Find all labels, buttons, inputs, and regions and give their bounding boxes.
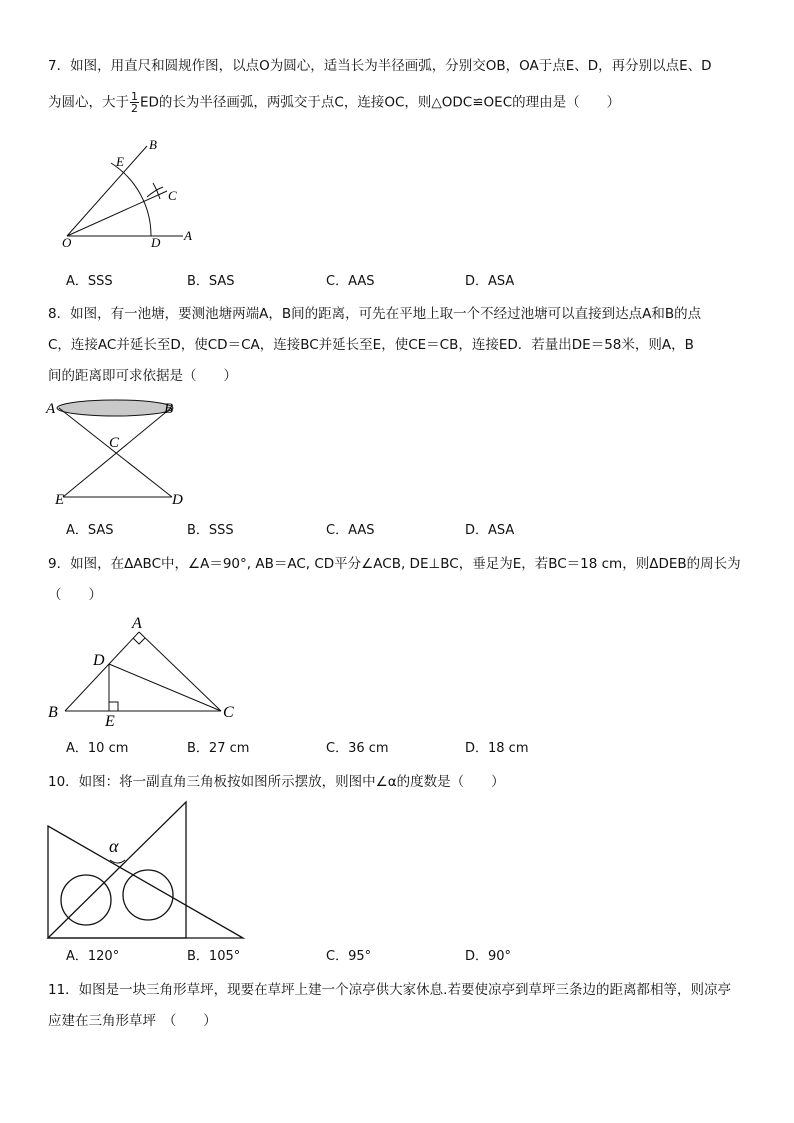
q7-line2-prefix: 为圆心，大于 (48, 94, 129, 111)
q9-label-B: B (48, 704, 58, 721)
q9-option-c[interactable]: C．36 cm (326, 741, 389, 756)
q8-text-line3: 间的距离即可求依据是（ ） (48, 368, 237, 384)
q10-circle-right (123, 870, 173, 920)
q10-option-d[interactable]: D．90° (465, 949, 512, 964)
q7-line2-suffix: ED的长为半径画弧，两弧交于点C，连接OC，则△ODC≌OEC的理由是（ ） (140, 94, 621, 111)
q10-option-a[interactable]: A．120° (66, 949, 120, 964)
q7-frac-numerator: 1 (131, 90, 138, 103)
q7-ray-OC (67, 191, 167, 236)
q7-option-c[interactable]: C．AAS (326, 274, 375, 289)
q7-arc-from-E (147, 187, 163, 197)
q8-option-c[interactable]: C．AAS (326, 523, 375, 538)
q9-label-C: C (223, 704, 234, 721)
q10-figure (46, 800, 246, 940)
q7-fraction (130, 91, 139, 114)
q8-label-C: C (109, 435, 120, 451)
q9-right-angle-E (109, 702, 118, 711)
q7-label-B: B (149, 137, 157, 152)
q7-option-d[interactable]: D．ASA (465, 274, 515, 289)
q9-label-E: E (105, 713, 115, 730)
q9-figure (45, 610, 245, 735)
q7-ray-OB (67, 146, 147, 236)
q7-option-a[interactable]: A．SSS (66, 274, 113, 289)
q9-option-a[interactable]: A．10 cm (66, 741, 129, 756)
q8-option-b[interactable]: B．SSS (187, 523, 234, 538)
q9-side-AC (139, 632, 221, 711)
q7-text-line1: 7．如图，用直尺和圆规作图，以点O为圆心，适当长为半径画弧，分别交OB，OA于点E、D，再分别以点E、D (48, 58, 712, 74)
q8-label-A: A (46, 401, 56, 417)
q10-option-c[interactable]: C．95° (326, 949, 372, 964)
q7-text-line2 (48, 91, 620, 114)
q8-label-D: D (172, 492, 183, 508)
q7-figure (55, 135, 255, 255)
q9-option-b[interactable]: B．27 cm (187, 741, 250, 756)
q10-label-alpha: α (109, 836, 119, 856)
q8-text-line1: 8．如图，有一池塘，要测池塘两端A，B间的距离，可先在平地上取一个不经过池塘可以直接到达点A和B的点 (48, 306, 702, 322)
q9-text-line1: 9．如图，在ΔABC中，∠A＝90°, AB＝AC, CD平分∠ACB, DE⊥BC，垂足为E，若BC＝18 cm，则ΔDEB的周长为 (48, 556, 741, 572)
q7-option-b[interactable]: B．SAS (187, 274, 235, 289)
q10-option-b[interactable]: B．105° (187, 949, 241, 964)
q9-label-D: D (93, 652, 105, 669)
q9-text-line2: （ ） (48, 587, 102, 603)
q7-label-D: D (151, 235, 161, 250)
q8-label-E: E (55, 492, 65, 508)
q7-label-O: O (62, 235, 72, 250)
q8-pond (57, 400, 173, 416)
q8-option-d[interactable]: D．ASA (465, 523, 515, 538)
q7-frac-denominator: 2 (131, 102, 138, 115)
q9-label-A: A (132, 615, 142, 632)
q8-text-line2: C，连接AC并延长至D，使CD＝CA，连接BC并延长至E，使CE＝CB，连接ED．若量出DE＝58米，则A，B (48, 337, 694, 353)
q9-segment-CD (109, 664, 221, 711)
q11-text-line2: 应建在三角形草坪 （ ） (48, 1013, 217, 1029)
q7-label-A: A (184, 228, 192, 243)
q7-arc-main (111, 163, 151, 236)
q8-option-a[interactable]: A．SAS (66, 523, 114, 538)
q9-right-angle-A (133, 638, 145, 644)
q10-text-line1: 10．如图：将一副直角三角板按如图所示摆放，则图中∠α的度数是（ ） (48, 774, 505, 790)
q11-text-line1: 11．如图是一块三角形草坪，现要在草坪上建一个凉亭供大家休息.若要使凉亭到草坪三条边的距离都相等，则凉亭 (48, 982, 731, 998)
q7-label-C: C (168, 188, 177, 203)
q9-option-d[interactable]: D．18 cm (465, 741, 529, 756)
q8-label-B: B (164, 401, 174, 417)
q7-label-E: E (116, 154, 124, 169)
q8-figure (45, 395, 205, 510)
